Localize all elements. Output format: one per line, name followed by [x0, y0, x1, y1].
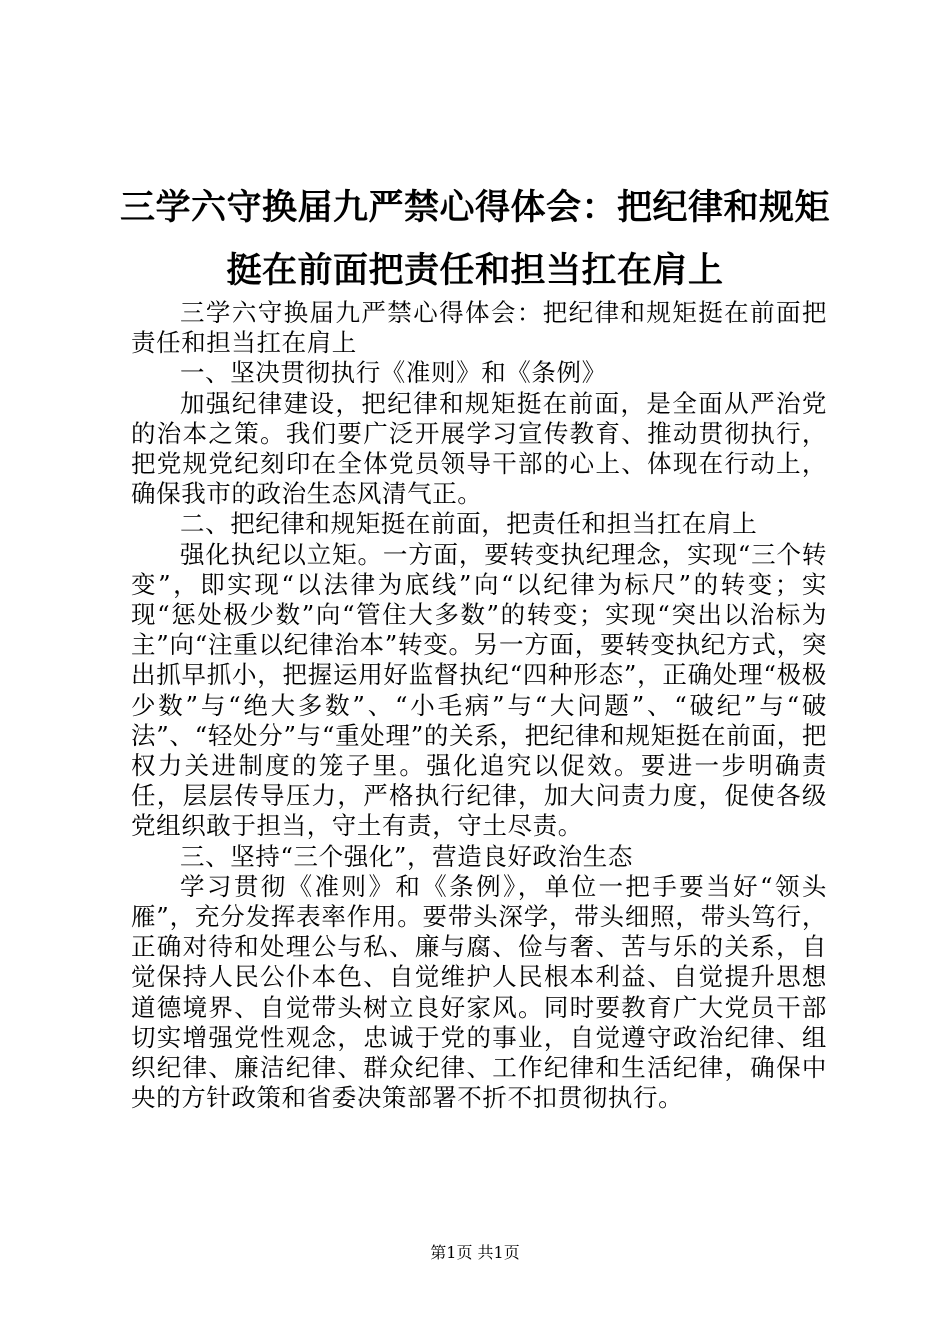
- body-paragraph: 加强纪律建设，把纪律和规矩挺在前面，是全面从严治党的治本之策。我们要广泛开展学习宣传教育、推动贯彻执行，把党规党纪刻印在全体党员领导干部的心上、体现在行动上，确保我市的政治生态风清气正。: [131, 388, 827, 509]
- document-title-line-2: 挺在前面把责任和担当扛在肩上: [226, 250, 724, 291]
- section-heading-2: 二、把纪律和规矩挺在前面，把责任和担当扛在肩上: [180, 509, 758, 539]
- page-footer: 第1页 共1页: [430, 1243, 520, 1262]
- body-paragraph: 强化执纪以立矩。一方面，要转变执纪理念，实现“三个转变”，即实现“以法律为底线”向“以纪律为标尺”的转变；实现“惩处极少数”向“管住大多数”的转变；实现“突出以治标为主”向“注重以纪律治本”转变。另一方面，要转变执纪方式，突出抓早抓小，把握运用好监督执纪“四种形态”，正确处理“极极少数”与“绝大多数”、“小毛病”与“大问题”、“破纪”与“破法”、“轻处分”与“重处理”的关系，把纪律和规矩挺在前面，把权力关进制度的笼子里。强化追究以促效。要进一步明确责任，层层传导压力，严格执行纪律，加大问责力度，促使各级党组织敢于担当，守土有责，守土尽责。: [131, 539, 827, 841]
- document-body: [131, 298, 827, 1113]
- document-title-line-1: 三学六守换届九严禁心得体会：把纪律和规矩: [119, 187, 830, 228]
- intro-paragraph: 三学六守换届九严禁心得体会：把纪律和规矩挺在前面把责任和担当扛在肩上: [131, 298, 827, 358]
- section-heading-1: 一、坚决贯彻执行《准则》和《条例》: [180, 358, 607, 388]
- section-heading-3: 三、坚持“三个强化”，营造良好政治生态: [180, 841, 633, 871]
- body-paragraph: 学习贯彻《准则》和《条例》，单位一把手要当好“领头雁”，充分发挥表率作用。要带头深学，带头细照，带头笃行，正确对待和处理公与私、廉与腐、俭与奢、苦与乐的关系，自觉保持人民公仆本色、自觉维护人民根本利益、自觉提升思想道德境界、自觉带头树立良好家风。同时要教育广大党员干部切实增强党性观念，忠诚于党的事业，自觉遵守政治纪律、组织纪律、廉洁纪律、群众纪律、工作纪律和生活纪律，确保中央的方针政策和省委决策部署不折不扣贯彻执行。: [131, 871, 827, 1113]
